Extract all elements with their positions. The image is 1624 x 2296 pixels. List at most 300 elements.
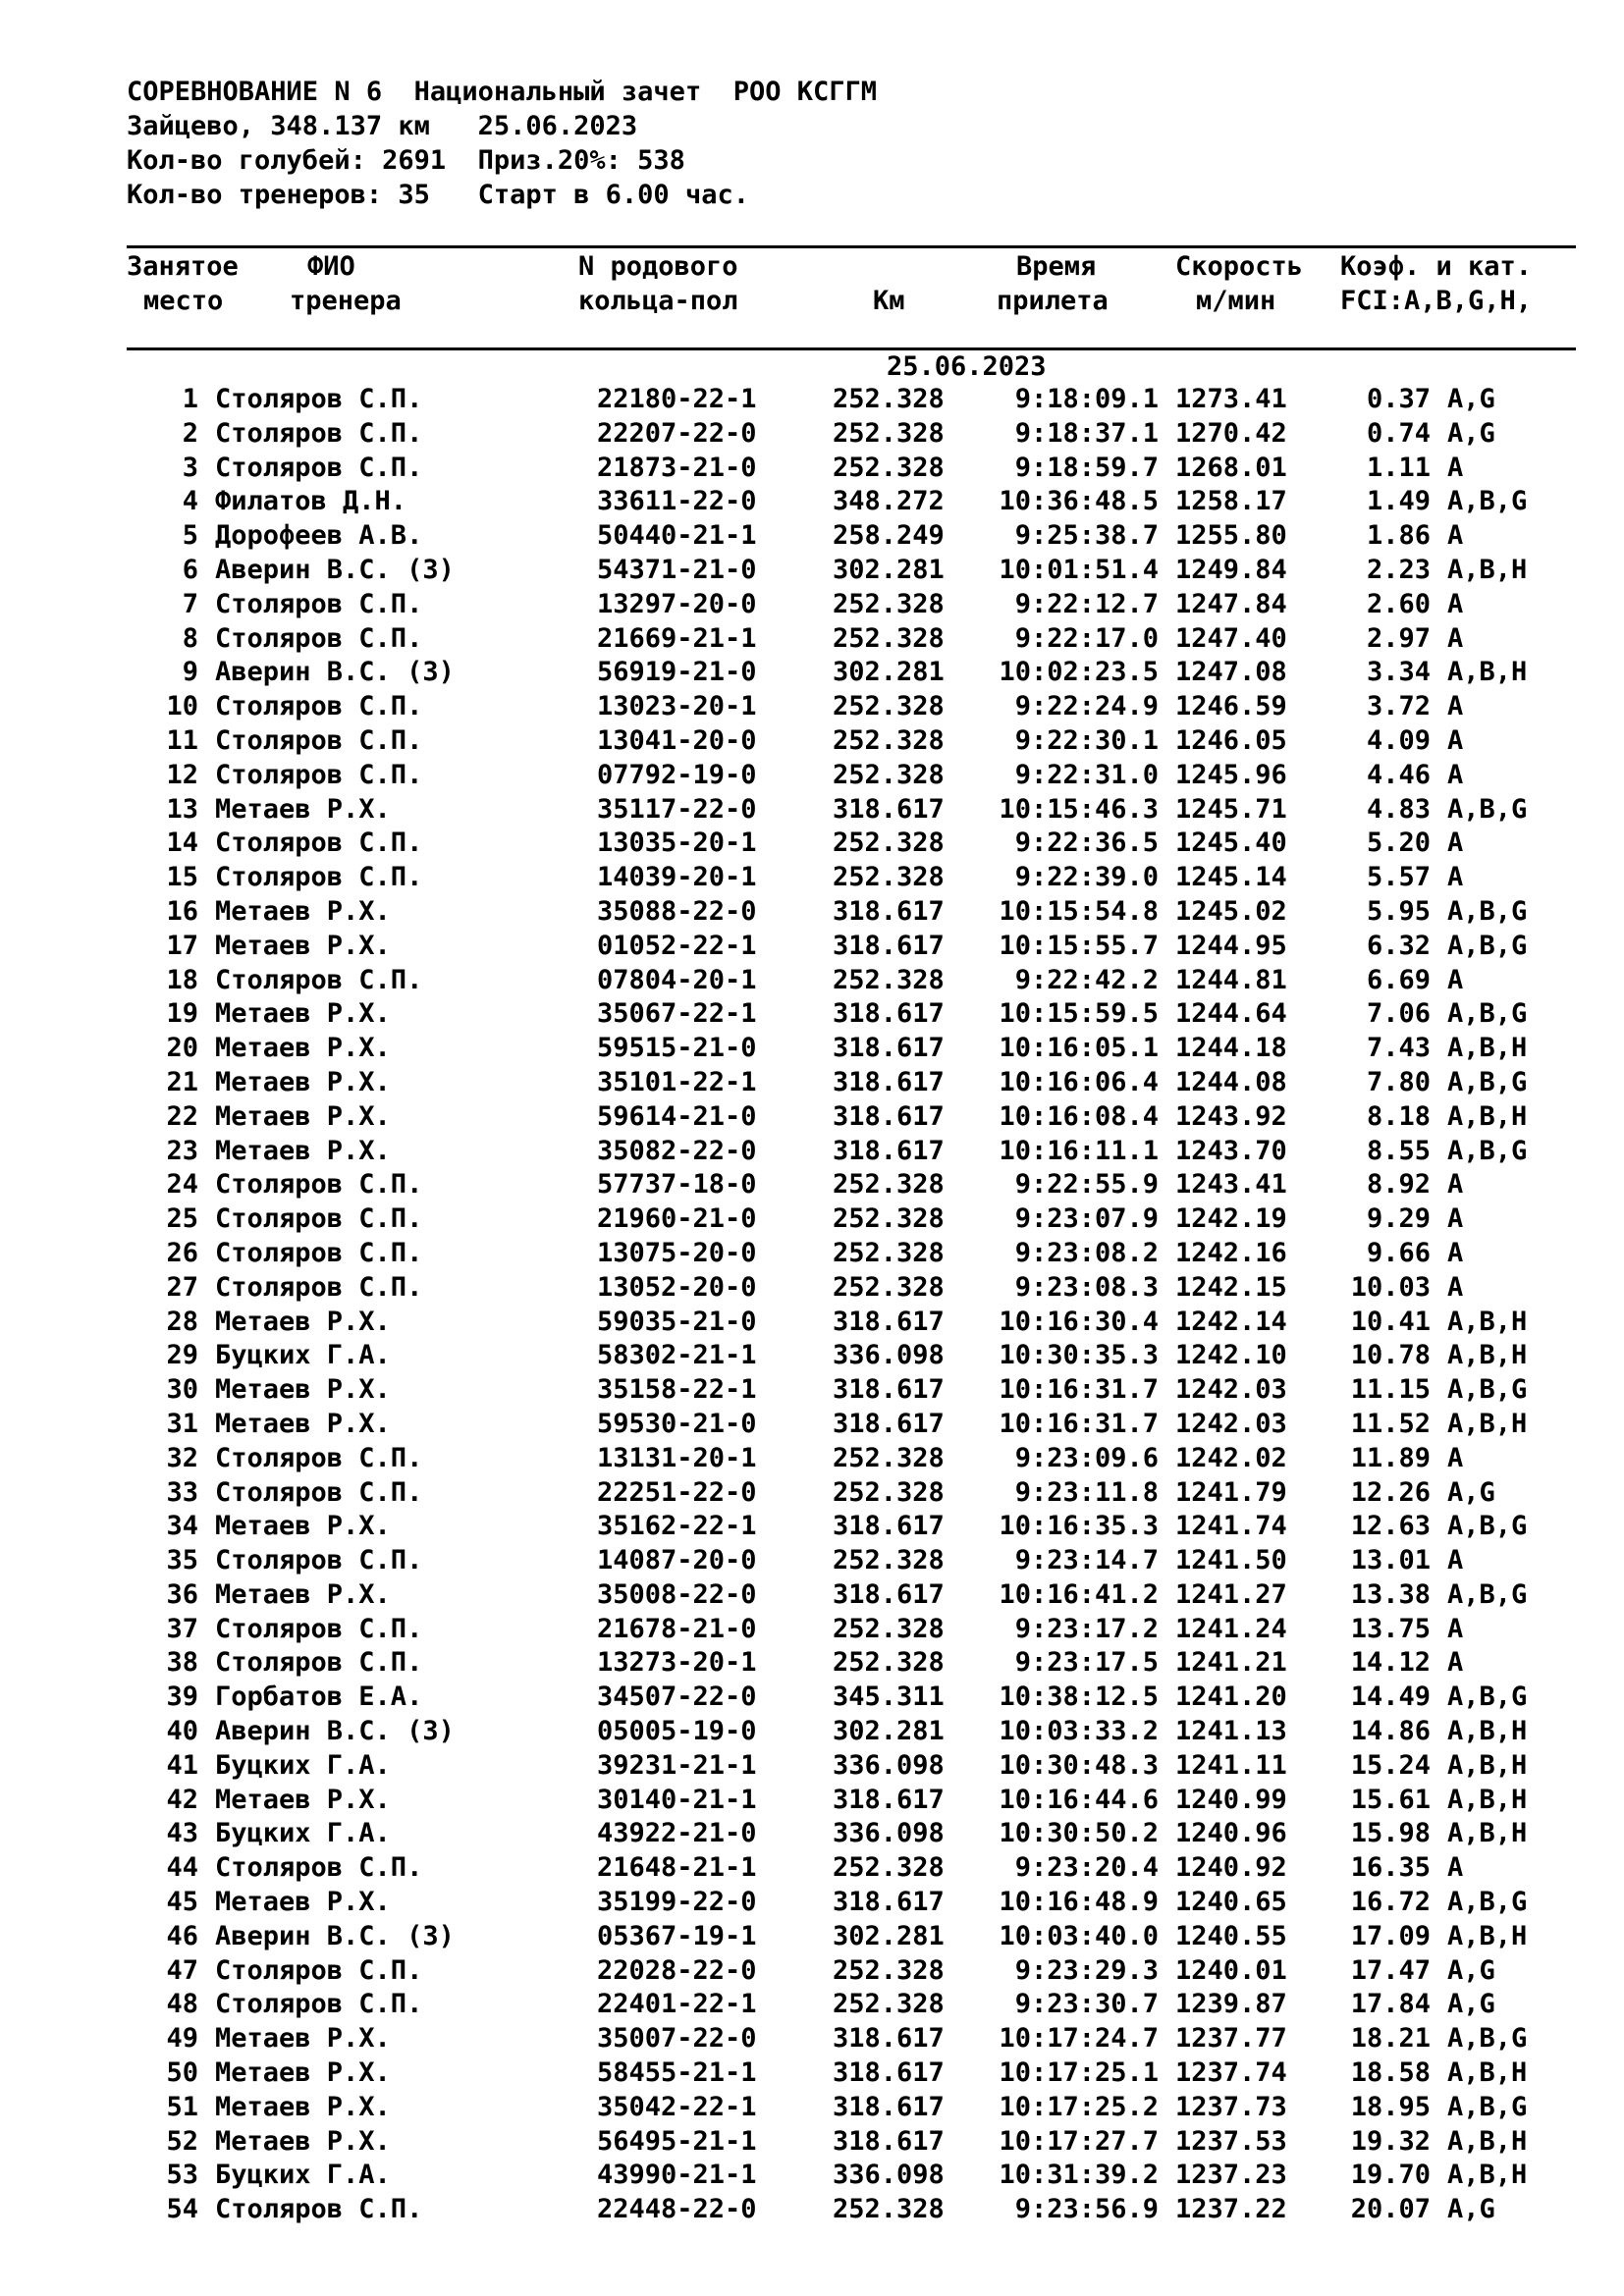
arrival-time-cell: 10:16:31.7 (999, 1408, 1159, 1439)
km-cell: 336.098 (833, 1818, 945, 1849)
arrival-time-cell: 10:17:25.1 (999, 2057, 1159, 2089)
arrival-time-cell: 9:22:55.9 (1014, 1169, 1159, 1201)
place-cell: 8 (182, 622, 198, 654)
place-cell: 16 (166, 895, 198, 927)
col-place-header-1: Занятое (127, 251, 239, 282)
category-cell: A,B,H (1447, 1920, 1528, 1951)
place-cell: 46 (166, 1920, 198, 1951)
table-row (0, 554, 1624, 588)
km-cell: 318.617 (833, 1135, 945, 1166)
table-row (0, 452, 1624, 486)
place-cell: 40 (166, 1716, 198, 1747)
place-cell: 2 (182, 417, 198, 449)
arrival-time-cell: 9:23:29.3 (1014, 1954, 1159, 1986)
speed-cell: 1237.73 (1175, 2091, 1287, 2122)
arrival-time-cell: 10:30:50.2 (999, 1818, 1159, 1849)
category-cell: A,B,G (1447, 1578, 1528, 1610)
coefficient-cell: 11.89 (1350, 1442, 1431, 1473)
place-cell: 39 (166, 1682, 198, 1713)
category-cell: A,B,H (1447, 2125, 1528, 2157)
speed-cell: 1268.01 (1175, 452, 1287, 483)
trainer-cell: Метаев Р.Х. (215, 1135, 391, 1166)
arrival-time-cell: 10:30:48.3 (999, 1749, 1159, 1781)
trainer-cell: Буцких Г.А. (215, 1749, 391, 1781)
speed-cell: 1242.02 (1175, 1442, 1287, 1473)
km-cell: 318.617 (833, 1578, 945, 1610)
trainer-cell: Столяров С.П. (215, 1271, 423, 1303)
arrival-time-cell: 9:22:12.7 (1014, 588, 1159, 619)
coefficient-cell: 4.46 (1366, 759, 1431, 790)
coefficient-cell: 14.12 (1350, 1647, 1431, 1679)
category-cell: A,B,G (1447, 1374, 1528, 1406)
col-time-header-2: прилета (997, 286, 1109, 316)
speed-cell: 1239.87 (1175, 1989, 1287, 2020)
ring-cell: 05005-19-0 (597, 1716, 757, 1747)
speed-cell: 1242.15 (1175, 1271, 1287, 1303)
km-cell: 252.328 (833, 2194, 945, 2225)
place-cell: 48 (166, 1989, 198, 2020)
release-point: Зайцево, 348.137 км 25.06.2023 (127, 111, 638, 141)
coefficient-cell: 15.98 (1350, 1818, 1431, 1849)
speed-cell: 1244.18 (1175, 1033, 1287, 1064)
ring-cell: 14087-20-0 (597, 1545, 757, 1576)
ring-cell: 21678-21-0 (597, 1613, 757, 1644)
table-row (0, 1510, 1624, 1544)
coefficient-cell: 3.72 (1366, 691, 1431, 722)
trainer-cell: Столяров С.П. (215, 1989, 423, 2020)
table-row (0, 1135, 1624, 1169)
coefficient-cell: 17.84 (1350, 1989, 1431, 2020)
trainer-cell: Метаев Р.Х. (215, 1887, 391, 1918)
km-cell: 345.311 (833, 1682, 945, 1713)
ring-cell: 58302-21-1 (597, 1340, 757, 1371)
place-cell: 5 (182, 520, 198, 552)
category-cell: A,B,H (1447, 2057, 1528, 2089)
km-cell: 318.617 (833, 1784, 945, 1815)
speed-cell: 1243.92 (1175, 1100, 1287, 1132)
ring-cell: 21669-21-1 (597, 622, 757, 654)
arrival-time-cell: 9:23:08.2 (1014, 1237, 1159, 1268)
ring-cell: 13035-20-1 (597, 828, 757, 859)
speed-cell: 1240.01 (1175, 1954, 1287, 1986)
trainer-cell: Столяров С.П. (215, 1442, 423, 1473)
coefficient-cell: 1.86 (1366, 520, 1431, 552)
arrival-time-cell: 10:16:41.2 (999, 1578, 1159, 1610)
table-row (0, 417, 1624, 452)
km-cell: 336.098 (833, 2160, 945, 2191)
ring-cell: 13075-20-0 (597, 1237, 757, 1268)
coefficient-cell: 13.75 (1350, 1613, 1431, 1644)
place-cell: 27 (166, 1271, 198, 1303)
ring-cell: 57737-18-0 (597, 1169, 757, 1201)
place-cell: 50 (166, 2057, 198, 2089)
place-cell: 52 (166, 2125, 198, 2157)
speed-cell: 1245.02 (1175, 895, 1287, 927)
ring-cell: 13052-20-0 (597, 1271, 757, 1303)
category-cell: A,G (1447, 1476, 1495, 1508)
coefficient-cell: 18.95 (1350, 2091, 1431, 2122)
trainer-cell: Столяров С.П. (215, 964, 423, 995)
arrival-time-cell: 9:25:38.7 (1014, 520, 1159, 552)
trainer-cell: Столяров С.П. (215, 759, 423, 790)
place-cell: 33 (166, 1476, 198, 1508)
coefficient-cell: 7.06 (1366, 998, 1431, 1030)
ring-cell: 50440-21-1 (597, 520, 757, 552)
trainer-cell: Столяров С.П. (215, 1545, 423, 1576)
coefficient-cell: 6.69 (1366, 964, 1431, 995)
table-row (0, 690, 1624, 724)
km-cell: 252.328 (833, 1203, 945, 1235)
category-cell: A (1447, 1613, 1464, 1644)
table-row (0, 1749, 1624, 1784)
km-cell: 336.098 (833, 1340, 945, 1371)
table-row (0, 895, 1624, 930)
ring-cell: 35158-22-1 (597, 1374, 757, 1406)
table-row (0, 1100, 1624, 1135)
ring-cell: 05367-19-1 (597, 1920, 757, 1951)
arrival-time-cell: 9:23:11.8 (1014, 1476, 1159, 1508)
trainer-cell: Столяров С.П. (215, 1237, 423, 1268)
coefficient-cell: 5.95 (1366, 895, 1431, 927)
category-cell: A (1447, 1852, 1464, 1884)
coefficient-cell: 17.09 (1350, 1920, 1431, 1951)
speed-cell: 1258.17 (1175, 486, 1287, 517)
table-row (0, 1851, 1624, 1886)
arrival-time-cell: 10:16:08.4 (999, 1100, 1159, 1132)
table-row (0, 964, 1624, 998)
speed-cell: 1241.21 (1175, 1647, 1287, 1679)
km-cell: 252.328 (833, 1954, 945, 1986)
category-cell: A,B,G (1447, 930, 1528, 961)
trainer-cell: Столяров С.П. (215, 1647, 423, 1679)
speed-cell: 1244.08 (1175, 1066, 1287, 1097)
place-cell: 19 (166, 998, 198, 1030)
coefficient-cell: 18.58 (1350, 2057, 1431, 2089)
category-cell: A,B,H (1447, 1818, 1528, 1849)
trainer-cell: Метаев Р.Х. (215, 1100, 391, 1132)
category-cell: A (1447, 691, 1464, 722)
table-row (0, 588, 1624, 622)
category-cell: A (1447, 1271, 1464, 1303)
trainer-cell: Дорофеев А.В. (215, 520, 423, 552)
arrival-time-cell: 9:23:20.4 (1014, 1852, 1159, 1884)
place-cell: 47 (166, 1954, 198, 1986)
table-row (0, 1032, 1624, 1066)
category-cell: A,B,H (1447, 657, 1528, 688)
trainer-cell: Столяров С.П. (215, 417, 423, 449)
km-cell: 318.617 (833, 793, 945, 825)
trainer-cell: Буцких Г.А. (215, 2160, 391, 2191)
trainer-cell: Метаев Р.Х. (215, 1066, 391, 1097)
table-row (0, 1920, 1624, 1954)
ring-cell: 01052-22-1 (597, 930, 757, 961)
table-row (0, 2159, 1624, 2193)
trainer-cell: Метаев Р.Х. (215, 1511, 391, 1542)
competition-title: СОРЕВНОВАНИЕ N 6 Национальный зачет РОО КСГГМ (127, 77, 878, 107)
trainer-cell: Филатов Д.Н. (215, 486, 407, 517)
coefficient-cell: 1.49 (1366, 486, 1431, 517)
coefficient-cell: 17.47 (1350, 1954, 1431, 1986)
trainer-cell: Столяров С.П. (215, 452, 423, 483)
ring-cell: 39231-21-1 (597, 1749, 757, 1781)
speed-cell: 1241.79 (1175, 1476, 1287, 1508)
col-time-header-1: Время (1016, 251, 1097, 282)
table-row (0, 1373, 1624, 1408)
table-row (0, 1988, 1624, 2022)
results-date: 25.06.2023 (887, 351, 1047, 382)
speed-cell: 1242.14 (1175, 1306, 1287, 1337)
ring-cell: 21648-21-1 (597, 1852, 757, 1884)
place-cell: 51 (166, 2091, 198, 2122)
table-row (0, 1476, 1624, 1511)
speed-cell: 1247.08 (1175, 657, 1287, 688)
table-row (0, 656, 1624, 690)
trainer-cell: Метаев Р.Х. (215, 2057, 391, 2089)
competition-header (127, 75, 877, 212)
speed-cell: 1237.53 (1175, 2125, 1287, 2157)
arrival-time-cell: 9:18:37.1 (1014, 417, 1159, 449)
table-row (0, 759, 1624, 793)
trainer-cell: Столяров С.П. (215, 1613, 423, 1644)
arrival-time-cell: 9:23:14.7 (1014, 1545, 1159, 1576)
arrival-time-cell: 9:22:36.5 (1014, 828, 1159, 859)
ring-cell: 22028-22-0 (597, 1954, 757, 1986)
speed-cell: 1247.84 (1175, 588, 1287, 619)
table-row (0, 724, 1624, 759)
place-cell: 34 (166, 1511, 198, 1542)
speed-cell: 1241.50 (1175, 1545, 1287, 1576)
km-cell: 252.328 (833, 1442, 945, 1473)
table-row (0, 1202, 1624, 1237)
ring-cell: 35162-22-1 (597, 1511, 757, 1542)
table-row (0, 827, 1624, 861)
category-cell: A,B,H (1447, 2160, 1528, 2191)
coefficient-cell: 10.41 (1350, 1306, 1431, 1337)
category-cell: A,B,G (1447, 2023, 1528, 2055)
km-cell: 302.281 (833, 1716, 945, 1747)
coefficient-cell: 19.70 (1350, 2160, 1431, 2191)
km-cell: 302.281 (833, 554, 945, 585)
arrival-time-cell: 9:22:39.0 (1014, 862, 1159, 893)
trainer-cell: Метаев Р.Х. (215, 793, 391, 825)
col-ring-header-2: кольца-пол (578, 286, 738, 316)
coefficient-cell: 13.38 (1350, 1578, 1431, 1610)
speed-cell: 1237.23 (1175, 2160, 1287, 2191)
coefficient-cell: 9.66 (1366, 1237, 1431, 1268)
col-coef-header-2: FCI:A,B,G,H, (1340, 286, 1533, 316)
km-cell: 252.328 (833, 588, 945, 619)
ring-cell: 13041-20-0 (597, 724, 757, 756)
table-column-headers (0, 249, 1624, 320)
ring-cell: 21960-21-0 (597, 1203, 757, 1235)
km-cell: 318.617 (833, 1511, 945, 1542)
place-cell: 25 (166, 1203, 198, 1235)
coefficient-cell: 19.32 (1350, 2125, 1431, 2157)
ring-cell: 56495-21-1 (597, 2125, 757, 2157)
date-row (0, 349, 1624, 384)
place-cell: 38 (166, 1647, 198, 1679)
km-cell: 252.328 (833, 1852, 945, 1884)
category-cell: A (1447, 1647, 1464, 1679)
table-row (0, 1066, 1624, 1100)
place-cell: 28 (166, 1306, 198, 1337)
results-table (0, 383, 1624, 2227)
km-cell: 318.617 (833, 2125, 945, 2157)
ring-cell: 22180-22-1 (597, 384, 757, 414)
arrival-time-cell: 10:30:35.3 (999, 1340, 1159, 1371)
ring-cell: 13131-20-1 (597, 1442, 757, 1473)
km-cell: 252.328 (833, 724, 945, 756)
place-cell: 10 (166, 691, 198, 722)
speed-cell: 1255.80 (1175, 520, 1287, 552)
km-cell: 258.249 (833, 520, 945, 552)
trainer-cell: Столяров С.П. (215, 2194, 423, 2225)
speed-cell: 1242.19 (1175, 1203, 1287, 1235)
ring-cell: 54371-21-0 (597, 554, 757, 585)
speed-cell: 1237.74 (1175, 2057, 1287, 2089)
speed-cell: 1241.27 (1175, 1578, 1287, 1610)
speed-cell: 1273.41 (1175, 384, 1287, 414)
ring-cell: 07792-19-0 (597, 759, 757, 790)
arrival-time-cell: 10:15:46.3 (999, 793, 1159, 825)
ring-cell: 35199-22-0 (597, 1887, 757, 1918)
coefficient-cell: 16.72 (1350, 1887, 1431, 1918)
coefficient-cell: 20.07 (1350, 2194, 1431, 2225)
km-cell: 252.328 (833, 691, 945, 722)
category-cell: A,B,G (1447, 1682, 1528, 1713)
trainer-cell: Столяров С.П. (215, 1476, 423, 1508)
arrival-time-cell: 9:23:17.5 (1014, 1647, 1159, 1679)
table-row (0, 1646, 1624, 1681)
category-cell: A (1447, 1237, 1464, 1268)
speed-cell: 1245.14 (1175, 862, 1287, 893)
category-cell: A,B,G (1447, 1887, 1528, 1918)
category-cell: A,G (1447, 417, 1495, 449)
arrival-time-cell: 10:16:48.9 (999, 1887, 1159, 1918)
ring-cell: 22251-22-0 (597, 1476, 757, 1508)
arrival-time-cell: 9:18:09.1 (1014, 384, 1159, 414)
category-cell: A,B,G (1447, 1135, 1528, 1166)
place-cell: 3 (182, 452, 198, 483)
trainer-cell: Метаев Р.Х. (215, 2091, 391, 2122)
speed-cell: 1242.10 (1175, 1340, 1287, 1371)
category-cell: A,B,G (1447, 1066, 1528, 1097)
trainer-cell: Метаев Р.Х. (215, 895, 391, 927)
category-cell: A,G (1447, 1989, 1495, 2020)
table-row (0, 383, 1624, 417)
trainer-cell: Метаев Р.Х. (215, 998, 391, 1030)
km-cell: 302.281 (833, 1920, 945, 1951)
table-row (0, 793, 1624, 828)
trainer-cell: Метаев Р.Х. (215, 1374, 391, 1406)
ring-cell: 22207-22-0 (597, 417, 757, 449)
coefficient-cell: 7.43 (1366, 1033, 1431, 1064)
speed-cell: 1240.55 (1175, 1920, 1287, 1951)
arrival-time-cell: 9:23:09.6 (1014, 1442, 1159, 1473)
coefficient-cell: 6.32 (1366, 930, 1431, 961)
speed-cell: 1244.64 (1175, 998, 1287, 1030)
ring-cell: 35082-22-0 (597, 1135, 757, 1166)
category-cell: A,G (1447, 384, 1495, 414)
table-row (0, 1544, 1624, 1578)
km-cell: 252.328 (833, 622, 945, 654)
coefficient-cell: 4.09 (1366, 724, 1431, 756)
coefficient-cell: 3.34 (1366, 657, 1431, 688)
arrival-time-cell: 10:17:27.7 (999, 2125, 1159, 2157)
col-ring-header-1: N родового (578, 251, 738, 282)
trainer-cell: Горбатов Е.А. (215, 1682, 423, 1713)
table-row (0, 1613, 1624, 1647)
trainer-cell: Аверин В.С. (З) (215, 1920, 455, 1951)
trainer-cell: Буцких Г.А. (215, 1340, 391, 1371)
arrival-time-cell: 10:16:11.1 (999, 1135, 1159, 1166)
place-cell: 42 (166, 1784, 198, 1815)
coefficient-cell: 5.20 (1366, 828, 1431, 859)
speed-cell: 1270.42 (1175, 417, 1287, 449)
col-name-header-1: ФИО (307, 251, 355, 282)
ring-cell: 07804-20-1 (597, 964, 757, 995)
speed-cell: 1242.03 (1175, 1408, 1287, 1439)
place-cell: 9 (182, 657, 198, 688)
category-cell: A (1447, 828, 1464, 859)
arrival-time-cell: 9:22:31.0 (1014, 759, 1159, 790)
table-row (0, 1715, 1624, 1749)
coefficient-cell: 9.29 (1366, 1203, 1431, 1235)
arrival-time-cell: 10:15:54.8 (999, 895, 1159, 927)
coefficient-cell: 15.61 (1350, 1784, 1431, 1815)
arrival-time-cell: 10:01:51.4 (999, 554, 1159, 585)
table-row (0, 2091, 1624, 2125)
category-cell: A,B,H (1447, 1100, 1528, 1132)
category-cell: A,G (1447, 2194, 1495, 2225)
coefficient-cell: 12.26 (1350, 1476, 1431, 1508)
category-cell: A,B,G (1447, 1511, 1528, 1542)
col-km-header: Км (873, 286, 905, 316)
trainer-cell: Аверин В.С. (З) (215, 554, 455, 585)
table-row (0, 2193, 1624, 2227)
km-cell: 318.617 (833, 998, 945, 1030)
trainer-cell: Столяров С.П. (215, 724, 423, 756)
table-row (0, 2056, 1624, 2091)
speed-cell: 1242.03 (1175, 1374, 1287, 1406)
ring-cell: 14039-20-1 (597, 862, 757, 893)
place-cell: 6 (182, 554, 198, 585)
category-cell: A,B,G (1447, 2091, 1528, 2122)
table-row (0, 1817, 1624, 1851)
place-cell: 15 (166, 862, 198, 893)
speed-cell: 1243.70 (1175, 1135, 1287, 1166)
arrival-time-cell: 9:22:17.0 (1014, 622, 1159, 654)
km-cell: 252.328 (833, 1237, 945, 1268)
category-cell: A,B,H (1447, 1306, 1528, 1337)
place-cell: 30 (166, 1374, 198, 1406)
place-cell: 41 (166, 1749, 198, 1781)
coefficient-cell: 13.01 (1350, 1545, 1431, 1576)
arrival-time-cell: 9:23:08.3 (1014, 1271, 1159, 1303)
coefficient-cell: 14.49 (1350, 1682, 1431, 1713)
km-cell: 318.617 (833, 930, 945, 961)
table-row (0, 930, 1624, 964)
trainer-cell: Метаев Р.Х. (215, 1033, 391, 1064)
header-top-rule (127, 245, 1576, 248)
category-cell: A,B,H (1447, 1033, 1528, 1064)
trainer-count: Кол-во тренеров: 35 Старт в 6.00 час. (127, 180, 749, 210)
trainer-cell: Метаев Р.Х. (215, 1578, 391, 1610)
coefficient-cell: 8.55 (1366, 1135, 1431, 1166)
category-cell: A,B,G (1447, 486, 1528, 517)
place-cell: 21 (166, 1066, 198, 1097)
place-cell: 23 (166, 1135, 198, 1166)
